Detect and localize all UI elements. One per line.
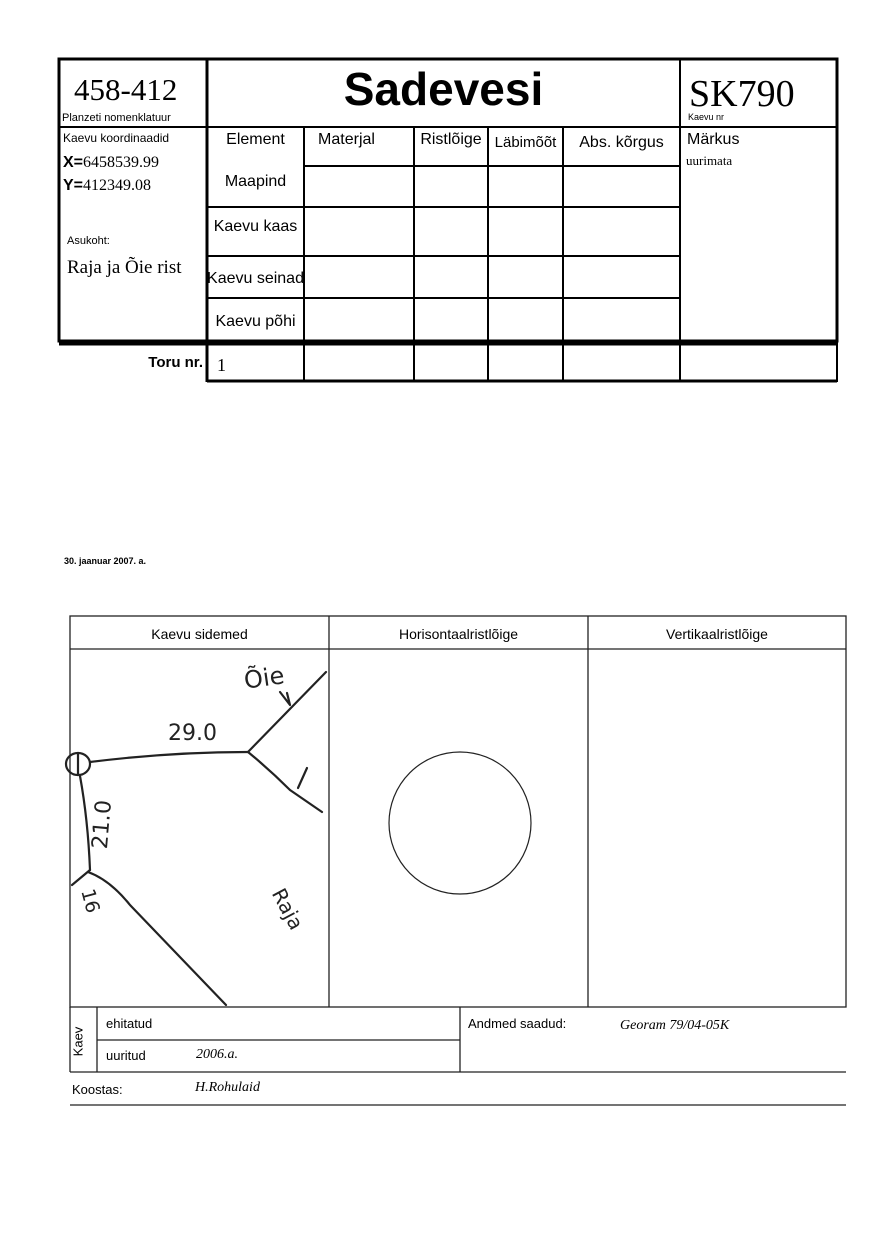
y-value: 412349.08 (83, 177, 152, 194)
surveyed-value: 2006.a. (196, 1047, 238, 1062)
compiled-label: Koostas: (72, 1082, 123, 1097)
col-header-diameter: Läbimõõt (494, 134, 557, 151)
col-header-connections: Kaevu sidemed (151, 626, 248, 642)
x-coordinate (63, 154, 159, 172)
col-header-elevation: Abs. kõrgus (579, 134, 664, 151)
page-title: Sadevesi (343, 63, 544, 115)
source-value: Georam 79/04-05K (620, 1018, 730, 1033)
remarks-value: uurimata (686, 153, 733, 168)
source-label: Andmed saadud: (468, 1016, 567, 1031)
sketch-street-raja: Raja (266, 884, 309, 934)
pipe-label: Toru nr. (148, 354, 203, 371)
x-label: X= (63, 154, 84, 171)
sheet-code: 458-412 (74, 72, 178, 107)
row-label-bottom: Kaevu põhi (215, 313, 296, 330)
row-label-walls: Kaevu seinad (207, 270, 304, 287)
built-label: ehitatud (106, 1016, 153, 1031)
col-header-cross-section: Ristlõige (420, 131, 482, 148)
side-label-well: Kaev (70, 1026, 86, 1057)
x-value: 6458539.99 (83, 154, 160, 171)
pipe-value: 1 (217, 355, 226, 375)
document-date: 30. jaanuar 2007. a. (64, 556, 147, 566)
col-header-horizontal: Horisontaalristlõige (398, 626, 519, 642)
col-header-vertical: Vertikaalristlõige (666, 626, 768, 642)
sheet-label: Planzeti nomenklatuur (62, 112, 171, 124)
remarks-label: Märkus (687, 131, 740, 148)
y-label: Y= (63, 177, 84, 194)
y-coordinate (63, 177, 151, 195)
sketch-street-oie: Õie (242, 661, 287, 695)
well-label: Kaevu nr (688, 112, 725, 122)
sketch-distance-lower: 16 (76, 886, 104, 916)
well-code: SK790 (689, 73, 795, 115)
surveyed-label: uuritud (106, 1048, 146, 1063)
location-value: Raja ja Õie rist (67, 257, 182, 278)
sketch-distance-main: 29.0 (168, 721, 217, 746)
col-header-material: Materjal (318, 131, 375, 148)
row-label-ground: Maapind (224, 173, 287, 190)
location-label: Asukoht: (67, 235, 110, 247)
sketch-distance-vertical: 21.0 (87, 799, 118, 850)
coords-label: Kaevu koordinaadid (63, 131, 170, 145)
compiled-value: H.Rohulaid (195, 1080, 260, 1095)
row-label-cover: Kaevu kaas (213, 218, 298, 235)
col-header-element: Element (226, 131, 285, 148)
sketch-lines (66, 672, 531, 1005)
